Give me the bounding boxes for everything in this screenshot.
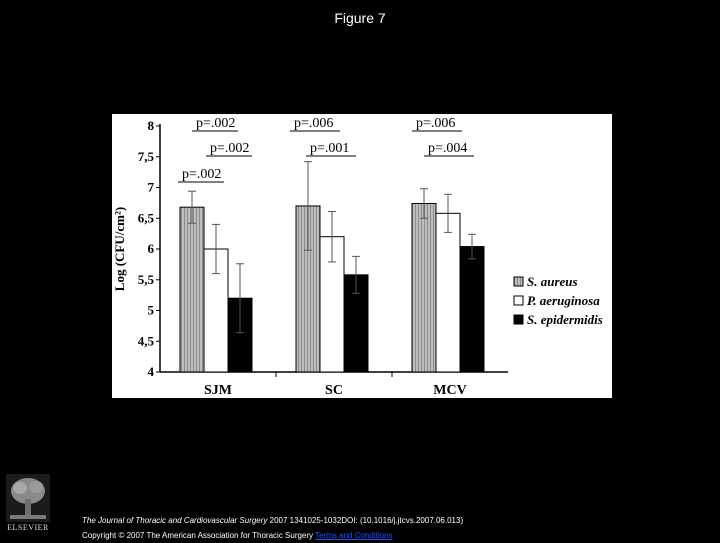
legend-swatch xyxy=(514,315,523,324)
x-tick-label: SJM xyxy=(204,383,232,398)
citation-line xyxy=(82,513,463,528)
legend-swatch xyxy=(514,277,523,286)
citation-footer xyxy=(82,513,463,543)
slide-title: Figure 7 xyxy=(334,10,386,26)
p-value-annotation: p=.006 xyxy=(416,116,456,131)
y-tick-label: 7 xyxy=(147,179,154,195)
p-value-annotation: p=.001 xyxy=(310,141,350,156)
legend-label: P. aeruginosa xyxy=(527,293,600,308)
legend-label: S. epidermidis xyxy=(527,312,603,327)
figure-panel xyxy=(112,114,612,398)
bar-s-aureus-sjm xyxy=(180,207,204,372)
y-tick-label: 5 xyxy=(147,302,154,318)
y-tick-label: 6 xyxy=(147,241,154,256)
bar-p-aeruginosa-mcv xyxy=(436,213,460,372)
p-value-annotation: p=.006 xyxy=(294,116,334,131)
y-tick-label: 6,5 xyxy=(137,210,154,226)
legend-swatch xyxy=(514,296,523,305)
terms-link[interactable]: Terms and Conditions xyxy=(315,531,393,540)
y-tick-label: 5,5 xyxy=(137,271,154,287)
elsevier-wordmark: ELSEVIER xyxy=(7,523,49,532)
journal-name: The Journal of Thoracic and Cardiovascular Surgery xyxy=(82,516,268,525)
copyright-text: Copyright © 2007 The American Association for Thoracic Surgery xyxy=(82,531,314,540)
bar-s-epidermidis-mcv xyxy=(460,247,484,372)
tree-logo-icon xyxy=(6,474,50,522)
y-tick-label: 7,5 xyxy=(137,148,154,164)
elsevier-logo xyxy=(6,474,50,536)
p-value-annotation: p=.002 xyxy=(210,141,250,156)
x-tick-label: MCV xyxy=(433,383,467,398)
citation-details: 2007 1341025-1032DOI: (10.1016/j.jtcvs.2007.06.013) xyxy=(267,516,464,525)
p-value-annotation: p=.002 xyxy=(182,167,222,182)
y-tick-label: 4,5 xyxy=(137,333,154,349)
p-value-annotation: p=.002 xyxy=(196,116,236,131)
p-value-annotation: p=.004 xyxy=(428,141,468,156)
copyright-line xyxy=(82,528,463,543)
y-tick-label: 4 xyxy=(147,364,154,379)
x-tick-label: SC xyxy=(325,383,343,398)
legend-label: S. aureus xyxy=(527,274,578,289)
bar-s-aureus-mcv xyxy=(412,203,436,372)
y-tick-label: 8 xyxy=(147,118,154,133)
y-axis-label: Log (CFU/cm²) xyxy=(112,206,127,292)
bar-chart xyxy=(112,114,612,398)
